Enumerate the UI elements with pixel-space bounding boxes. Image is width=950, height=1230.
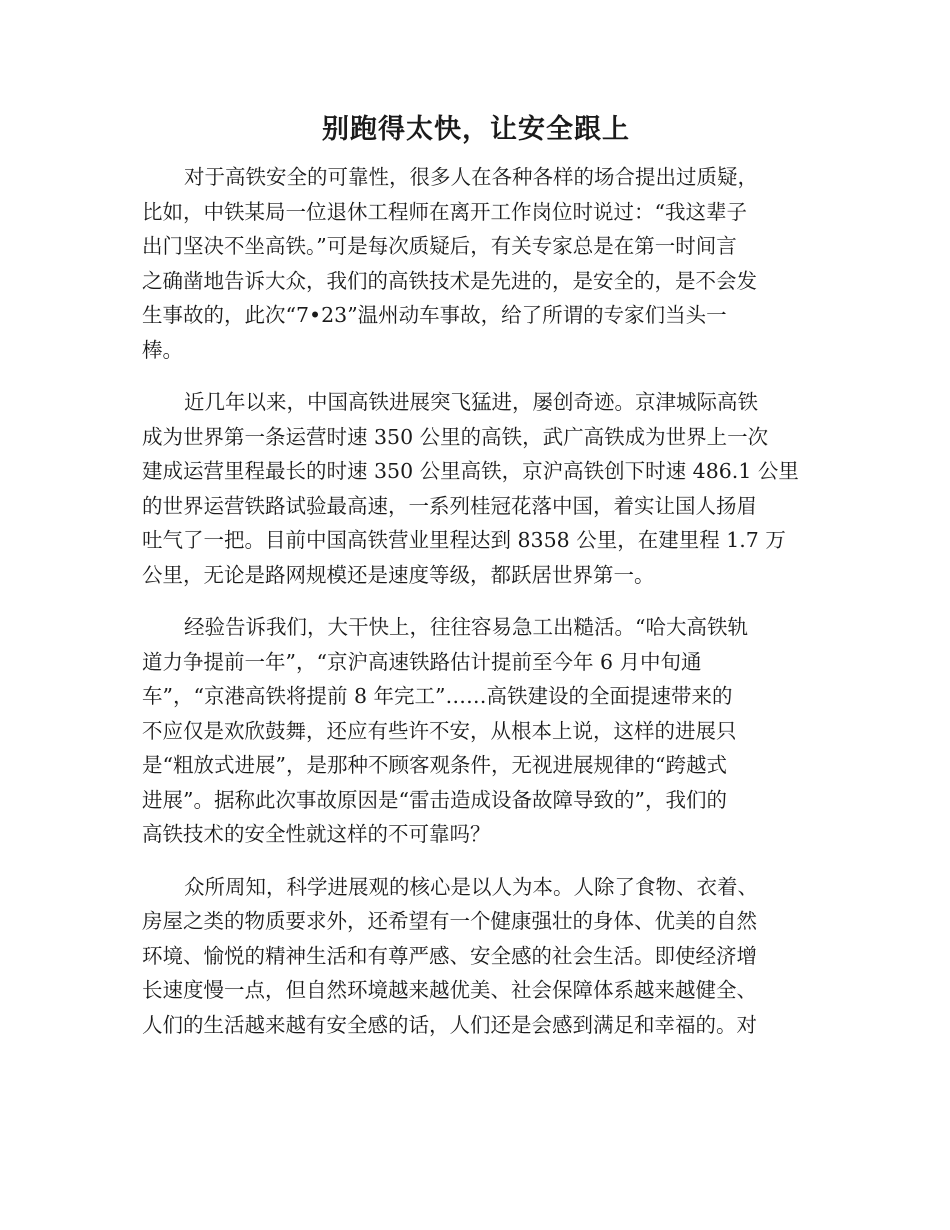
paragraph-line: 众所周知，科学进展观的核心是以人为本。人除了食物、衣着、 bbox=[184, 874, 758, 899]
paragraph-1 bbox=[142, 160, 810, 367]
paragraph-line: 棒。 bbox=[142, 337, 183, 362]
paragraph-line: 高铁技术的安全性就这样的不可靠吗？ bbox=[142, 822, 491, 846]
paragraph-line: 生事故的，此次“7•23”温州动车事故，给了所谓的专家们当头一 bbox=[142, 303, 727, 327]
paragraph-2 bbox=[142, 385, 810, 592]
paragraph-line: 不应仅是欢欣鼓舞，还应有些许不安，从根本上说，这样的进展只 bbox=[142, 718, 737, 743]
paragraph-line: 之确凿地告诉大众，我们的高铁技术是先进的，是安全的，是不会发 bbox=[142, 268, 757, 293]
paragraph-line: 车”，“京港高铁将提前 8 年完工”……高铁建设的全面提速带来的 bbox=[142, 684, 733, 708]
paragraph-4 bbox=[142, 870, 810, 1043]
paragraph-line: 近几年以来，中国高铁进展突飞猛进，屡创奇迹。京津城际高铁 bbox=[184, 390, 758, 414]
paragraph-line: 比如，中铁某局一位退休工程师在离开工作岗位时说过：“我这辈子 bbox=[142, 199, 747, 224]
paragraph-line: 环境、愉悦的精神生活和有尊严感、安全感的社会生活。即使经济增 bbox=[142, 943, 757, 968]
paragraph-line: 道力争提前一年”，“京沪高速铁路估计提前至今年 6 月中旬通 bbox=[142, 649, 702, 674]
paragraph-line: 建成运营里程最长的时速 350 公里高铁，京沪高铁创下时速 486.1 公里 bbox=[142, 459, 799, 483]
document-title: 别跑得太快，让安全跟上 bbox=[322, 114, 630, 145]
paragraph-line: 是“粗放式进展”，是那种不顾客观条件，无视进展规律的“跨越式 bbox=[142, 753, 727, 777]
paragraph-line: 成为世界第一条运营时速 350 公里的高铁，武广高铁成为世界上一次 bbox=[142, 424, 769, 449]
paragraph-line: 吐气了一把。目前中国高铁营业里程达到 8358 公里，在建里程 1.7 万 bbox=[142, 528, 786, 552]
paragraph-line: 长速度慢一点，但自然环境越来越优美、社会保障体系越来越健全、 bbox=[142, 978, 757, 1002]
paragraph-line: 经验告诉我们，大干快上，往往容易急工出糙活。“哈大高铁轨 bbox=[184, 615, 748, 639]
paragraph-line: 进展”。据称此次事故原因是“雷击造成设备故障导致的”，我们的 bbox=[142, 787, 727, 812]
paragraph-line: 公里，无论是路网规模还是速度等级，都跃居世界第一。 bbox=[142, 562, 655, 587]
paragraph-3 bbox=[142, 610, 810, 852]
paragraph-line: 人们的生活越来越有安全感的话，人们还是会感到满足和幸福的。对 bbox=[142, 1012, 757, 1037]
paragraph-line: 出门坚决不坐高铁。”可是每次质疑后，有关专家总是在第一时间言 bbox=[142, 234, 737, 258]
paragraph-line: 的世界运营铁路试验最高速，一系列桂冠花落中国，着实让国人扬眉 bbox=[142, 493, 757, 518]
document-page bbox=[142, 110, 810, 1060]
paragraph-line: 房屋之类的物质要求外，还希望有一个健康强壮的身体、优美的自然 bbox=[142, 909, 757, 933]
paragraph-line: 对于高铁安全的可靠性，很多人在各种各样的场合提出过质疑， bbox=[184, 165, 758, 189]
